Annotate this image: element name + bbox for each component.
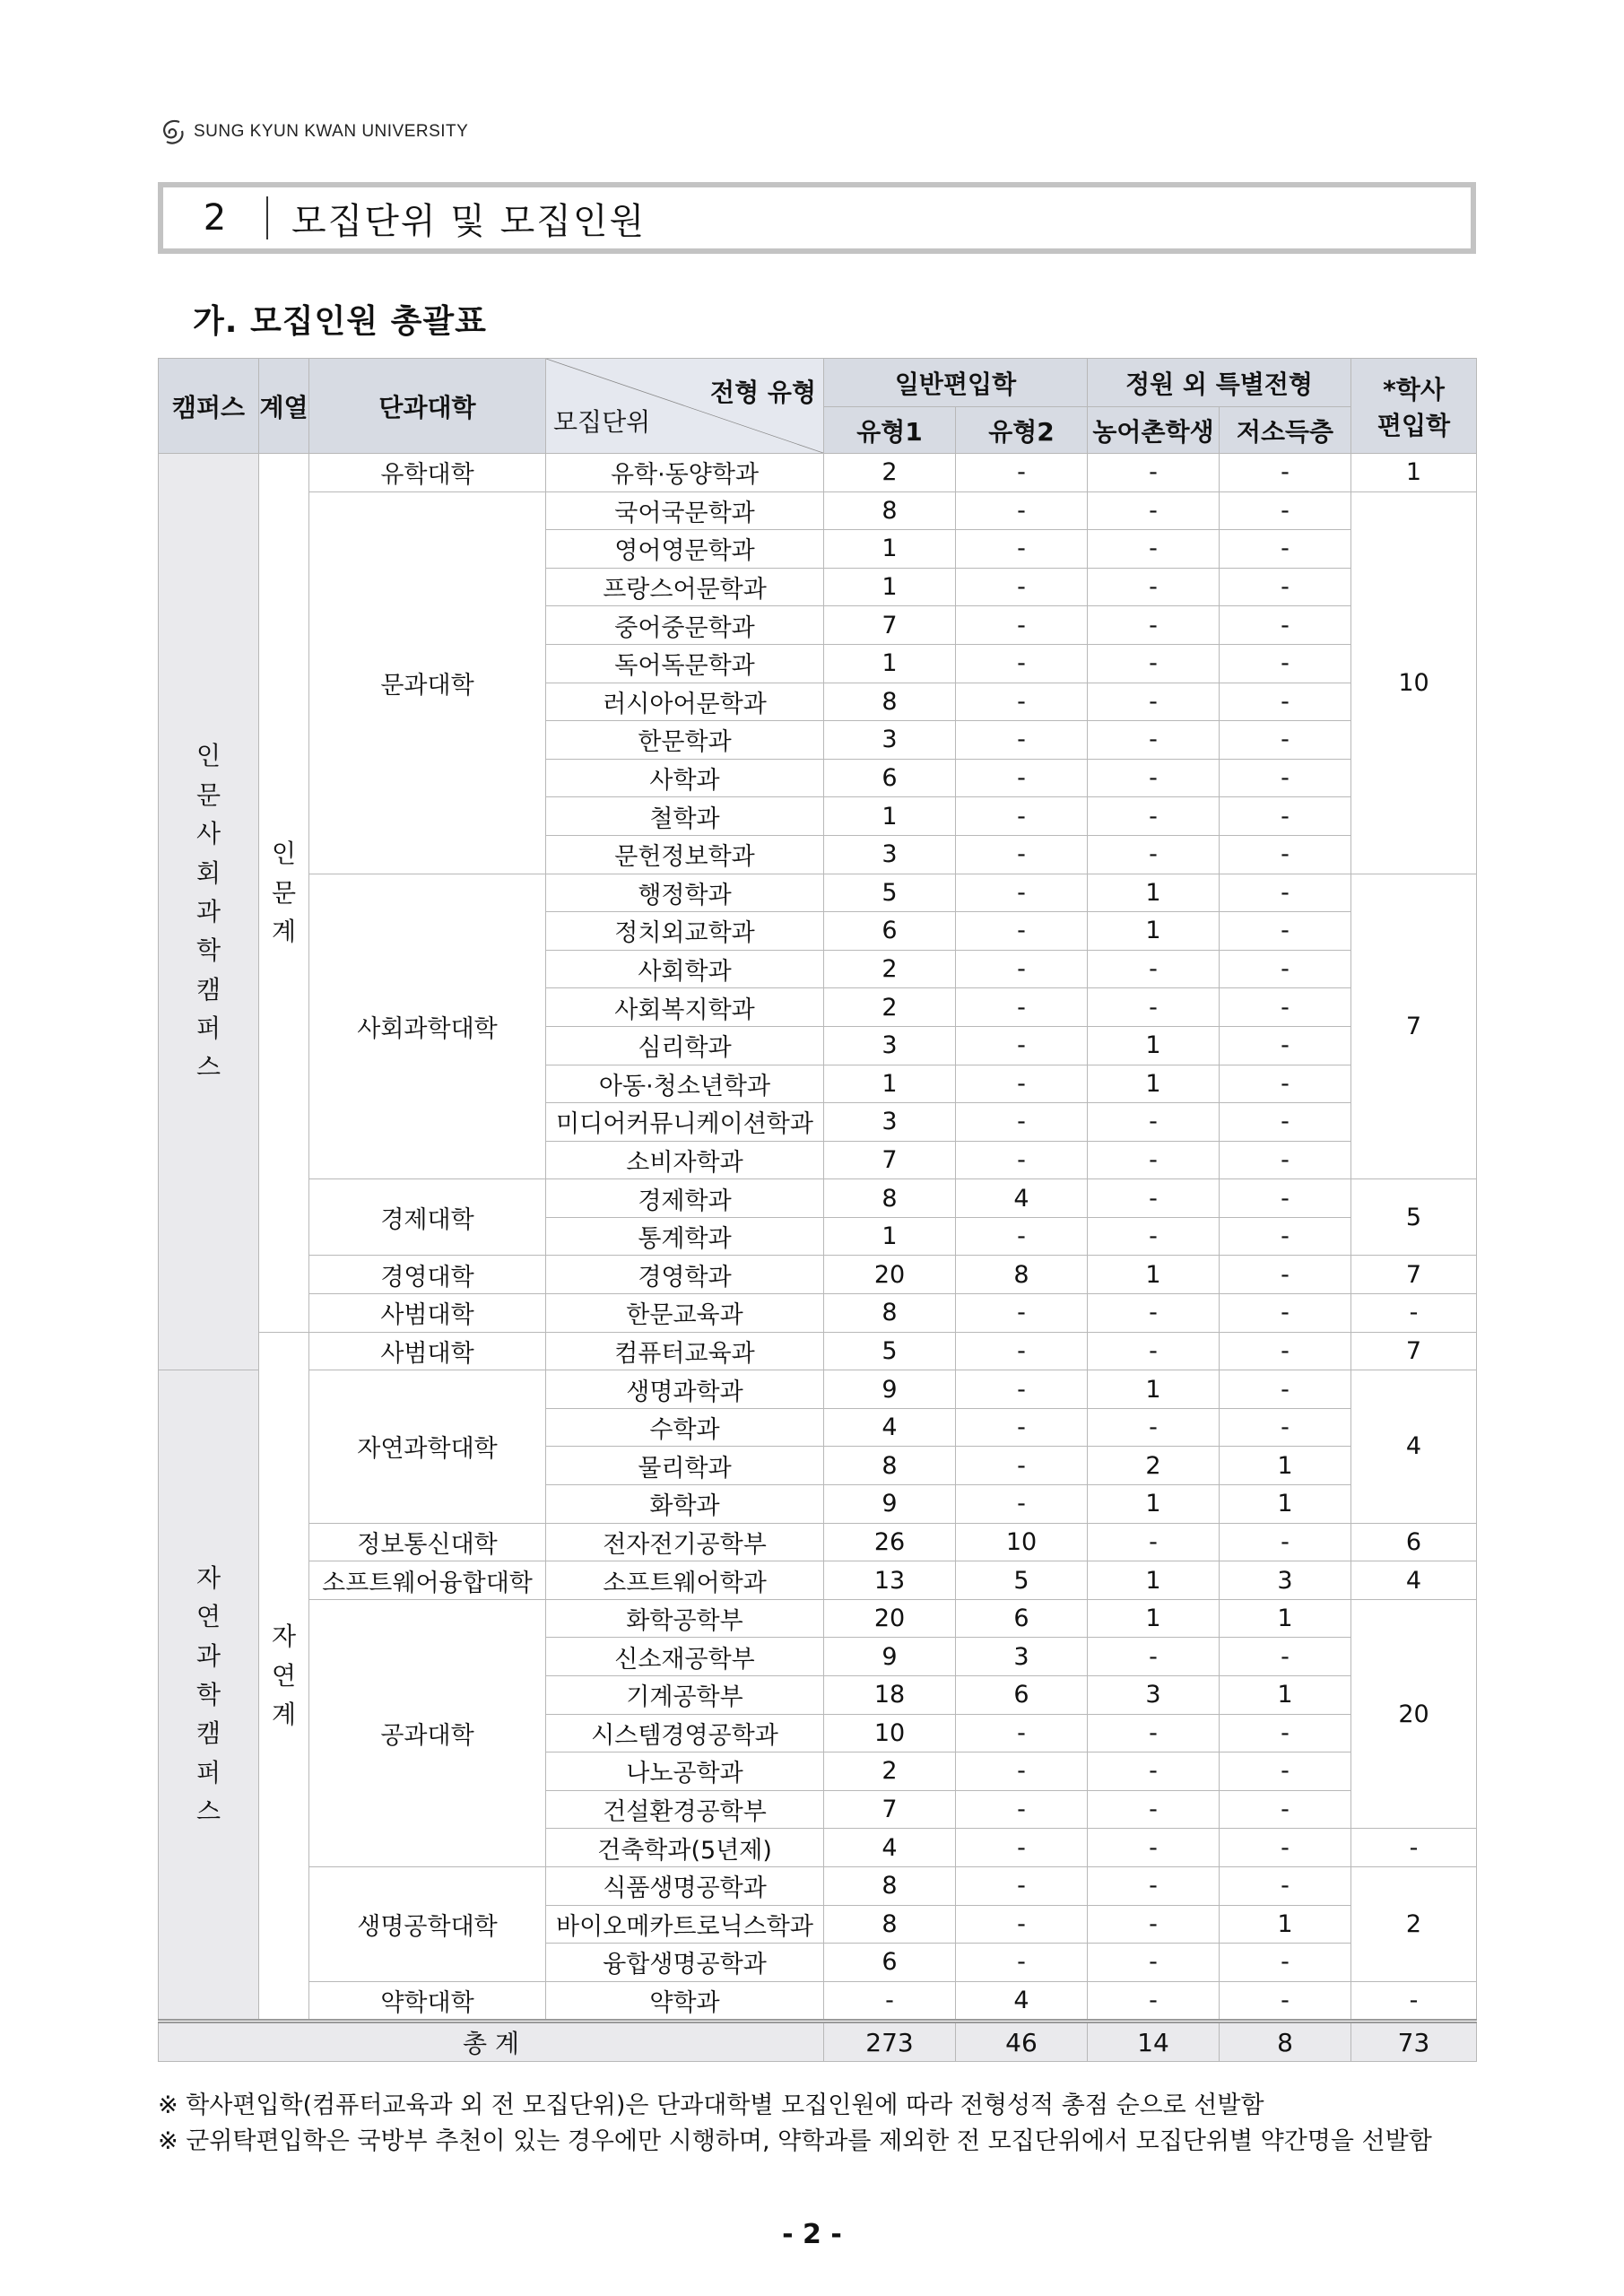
rural-cell: - xyxy=(1088,491,1220,530)
bachelor-cell: 7 xyxy=(1351,874,1477,1179)
lowincome-cell: - xyxy=(1220,1790,1351,1829)
type1-cell: 1 xyxy=(824,1065,956,1103)
header-college: 단과대학 xyxy=(309,359,546,454)
type2-cell: - xyxy=(956,1026,1088,1065)
type2-cell: 6 xyxy=(956,1676,1088,1715)
type1-cell: 8 xyxy=(824,1866,956,1905)
rural-cell: 1 xyxy=(1088,1256,1220,1294)
type1-cell: 8 xyxy=(824,1179,956,1218)
unit-cell: 심리학과 xyxy=(546,1026,824,1065)
table-row xyxy=(159,1370,1477,1409)
total-bachelor: 73 xyxy=(1351,2022,1477,2062)
header-type1: 유형1 xyxy=(824,407,956,454)
unit-cell: 국어국문학과 xyxy=(546,491,824,530)
rural-cell: 1 xyxy=(1088,1065,1220,1103)
college-cell: 생명공학대학 xyxy=(309,1866,546,1981)
lowincome-cell: - xyxy=(1220,1714,1351,1752)
type2-cell: - xyxy=(956,1752,1088,1791)
type2-cell: - xyxy=(956,1217,1088,1256)
type2-cell: - xyxy=(956,606,1088,645)
lowincome-cell: - xyxy=(1220,1332,1351,1370)
type1-cell: 6 xyxy=(824,1944,956,1982)
rural-cell: 1 xyxy=(1088,912,1220,951)
rural-cell: - xyxy=(1088,1179,1220,1218)
header-unit-type xyxy=(546,359,824,454)
section-heading xyxy=(158,182,1476,254)
type1-cell: 5 xyxy=(824,1332,956,1370)
type2-cell: 5 xyxy=(956,1561,1088,1600)
bachelor-cell: 2 xyxy=(1351,1866,1477,1981)
unit-cell: 러시아어문학과 xyxy=(546,683,824,721)
type1-cell: 1 xyxy=(824,644,956,683)
type2-cell: - xyxy=(956,759,1088,797)
unit-cell: 중어중문학과 xyxy=(546,606,824,645)
total-lowincome: 8 xyxy=(1220,2022,1351,2062)
type1-cell: 1 xyxy=(824,797,956,836)
unit-cell: 화학공학부 xyxy=(546,1599,824,1638)
college-cell: 자연과학대학 xyxy=(309,1370,546,1523)
footnote: ※ 학사편입학(컴퓨터교육과 외 전 모집단위)은 단과대학별 모집인원에 따라 전형성적 총점 순으로 선발함 xyxy=(158,2092,1264,2119)
rural-cell: 1 xyxy=(1088,874,1220,912)
type2-cell: - xyxy=(956,1370,1088,1409)
type2-cell: - xyxy=(956,912,1088,951)
unit-cell: 건축학과(5년제) xyxy=(546,1829,824,1867)
type2-cell: - xyxy=(956,491,1088,530)
unit-cell: 사회학과 xyxy=(546,950,824,988)
footnotes xyxy=(158,2088,1432,2160)
rural-cell: - xyxy=(1088,1981,1220,2022)
rural-cell: - xyxy=(1088,1790,1220,1829)
unit-cell: 소비자학과 xyxy=(546,1141,824,1179)
lowincome-cell: - xyxy=(1220,1408,1351,1447)
unit-cell: 컴퓨터교육과 xyxy=(546,1332,824,1370)
unit-cell: 한문교육과 xyxy=(546,1294,824,1333)
unit-cell: 나노공학과 xyxy=(546,1752,824,1791)
unit-cell: 아동·청소년학과 xyxy=(546,1065,824,1103)
type2-cell: - xyxy=(956,1065,1088,1103)
unit-cell: 한문학과 xyxy=(546,721,824,760)
rural-cell: - xyxy=(1088,530,1220,569)
header-type-label: 전형 유형 xyxy=(710,378,816,407)
lowincome-cell: - xyxy=(1220,874,1351,912)
lowincome-cell: - xyxy=(1220,1141,1351,1179)
total-type2: 46 xyxy=(956,2022,1088,2062)
lowincome-cell: - xyxy=(1220,530,1351,569)
rural-cell: - xyxy=(1088,835,1220,874)
total-label: 총 계 xyxy=(159,2022,824,2062)
type1-cell: - xyxy=(824,1981,956,2022)
lowincome-cell: - xyxy=(1220,1179,1351,1218)
type2-cell: - xyxy=(956,1332,1088,1370)
lowincome-cell: - xyxy=(1220,1103,1351,1142)
lowincome-cell: - xyxy=(1220,454,1351,492)
rural-cell: - xyxy=(1088,1217,1220,1256)
type1-cell: 3 xyxy=(824,1103,956,1142)
lowincome-cell: - xyxy=(1220,1866,1351,1905)
unit-cell: 물리학과 xyxy=(546,1447,824,1485)
lowincome-cell: - xyxy=(1220,721,1351,760)
type1-cell: 20 xyxy=(824,1599,956,1638)
rural-cell: - xyxy=(1088,1866,1220,1905)
type2-cell: 4 xyxy=(956,1179,1088,1218)
type2-cell: 10 xyxy=(956,1523,1088,1561)
rural-cell: - xyxy=(1088,1408,1220,1447)
page-number: - 2 - xyxy=(782,2219,842,2250)
rural-cell: 1 xyxy=(1088,1026,1220,1065)
type2-cell: - xyxy=(956,1408,1088,1447)
type1-cell: 7 xyxy=(824,1790,956,1829)
unit-cell: 영어영문학과 xyxy=(546,530,824,569)
rural-cell: 1 xyxy=(1088,1485,1220,1524)
series-cell: 자 연 계 xyxy=(259,1332,309,2022)
bachelor-cell: 6 xyxy=(1351,1523,1477,1561)
type2-cell: - xyxy=(956,1485,1088,1524)
rural-cell: - xyxy=(1088,606,1220,645)
skku-emblem-icon xyxy=(158,117,188,147)
table-row xyxy=(159,1599,1477,1638)
type2-cell: - xyxy=(956,721,1088,760)
header-type2: 유형2 xyxy=(956,407,1088,454)
lowincome-cell: - xyxy=(1220,912,1351,951)
type2-cell: 8 xyxy=(956,1256,1088,1294)
bachelor-cell: - xyxy=(1351,1294,1477,1333)
type1-cell: 4 xyxy=(824,1829,956,1867)
unit-cell: 사회복지학과 xyxy=(546,988,824,1027)
college-cell: 사범대학 xyxy=(309,1294,546,1333)
type2-cell: - xyxy=(956,1103,1088,1142)
college-cell: 사회과학대학 xyxy=(309,874,546,1179)
unit-cell: 화학과 xyxy=(546,1485,824,1524)
rural-cell: - xyxy=(1088,1332,1220,1370)
bachelor-cell: 4 xyxy=(1351,1370,1477,1523)
college-cell: 유학대학 xyxy=(309,454,546,492)
type2-cell: - xyxy=(956,568,1088,606)
type1-cell: 9 xyxy=(824,1485,956,1524)
unit-cell: 약학과 xyxy=(546,1981,824,2022)
rural-cell: - xyxy=(1088,1523,1220,1561)
total-type1: 273 xyxy=(824,2022,956,2062)
lowincome-cell: - xyxy=(1220,606,1351,645)
unit-cell: 경제학과 xyxy=(546,1179,824,1218)
unit-cell: 통계학과 xyxy=(546,1217,824,1256)
table-row xyxy=(159,491,1477,530)
lowincome-cell: - xyxy=(1220,491,1351,530)
lowincome-cell: - xyxy=(1220,1065,1351,1103)
rural-cell: - xyxy=(1088,683,1220,721)
bachelor-cell: - xyxy=(1351,1981,1477,2022)
table-row xyxy=(159,1523,1477,1561)
section-divider xyxy=(266,196,268,239)
type1-cell: 6 xyxy=(824,912,956,951)
lowincome-cell: - xyxy=(1220,568,1351,606)
table-row xyxy=(159,1866,1477,1905)
table-row xyxy=(159,874,1477,912)
college-cell: 문과대학 xyxy=(309,491,546,874)
rural-cell: - xyxy=(1088,1294,1220,1333)
table-row xyxy=(159,1179,1477,1218)
lowincome-cell: - xyxy=(1220,1523,1351,1561)
section-number: 2 xyxy=(203,197,227,239)
unit-cell: 신소재공학부 xyxy=(546,1638,824,1676)
logo-text: SUNG KYUN KWAN UNIVERSITY xyxy=(194,122,469,141)
unit-cell: 시스템경영공학과 xyxy=(546,1714,824,1752)
type1-cell: 2 xyxy=(824,988,956,1027)
rural-cell: - xyxy=(1088,1103,1220,1142)
type1-cell: 3 xyxy=(824,721,956,760)
total-row xyxy=(159,2022,1477,2062)
type1-cell: 3 xyxy=(824,1026,956,1065)
lowincome-cell: - xyxy=(1220,1026,1351,1065)
rural-cell: - xyxy=(1088,644,1220,683)
type2-cell: - xyxy=(956,1905,1088,1944)
type2-cell: - xyxy=(956,1944,1088,1982)
bachelor-cell: 10 xyxy=(1351,491,1477,874)
unit-cell: 수학과 xyxy=(546,1408,824,1447)
unit-cell: 독어독문학과 xyxy=(546,644,824,683)
header-unit-label: 모집단위 xyxy=(553,407,651,437)
unit-cell: 프랑스어문학과 xyxy=(546,568,824,606)
type2-cell: - xyxy=(956,530,1088,569)
lowincome-cell: - xyxy=(1220,950,1351,988)
table-row xyxy=(159,1294,1477,1333)
unit-cell: 바이오메카트로닉스학과 xyxy=(546,1905,824,1944)
series-cell: 인 문 계 xyxy=(259,454,309,1333)
table-row xyxy=(159,1981,1477,2022)
campus-cell: 인 문 사 회 과 학 캠 퍼 스 xyxy=(159,454,259,1370)
unit-cell: 미디어커뮤니케이션학과 xyxy=(546,1103,824,1142)
type1-cell: 18 xyxy=(824,1676,956,1715)
unit-cell: 경영학과 xyxy=(546,1256,824,1294)
lowincome-cell: - xyxy=(1220,1256,1351,1294)
college-cell: 약학대학 xyxy=(309,1981,546,2022)
bachelor-cell: 7 xyxy=(1351,1332,1477,1370)
type2-cell: - xyxy=(956,644,1088,683)
type2-cell: - xyxy=(956,1866,1088,1905)
rural-cell: - xyxy=(1088,568,1220,606)
header-campus: 캠퍼스 xyxy=(159,359,259,454)
table-row xyxy=(159,1332,1477,1370)
unit-cell: 융합생명공학과 xyxy=(546,1944,824,1982)
lowincome-cell: - xyxy=(1220,1829,1351,1867)
unit-cell: 행정학과 xyxy=(546,874,824,912)
type1-cell: 20 xyxy=(824,1256,956,1294)
type1-cell: 3 xyxy=(824,835,956,874)
type1-cell: 7 xyxy=(824,1141,956,1179)
lowincome-cell: - xyxy=(1220,1752,1351,1791)
type2-cell: - xyxy=(956,454,1088,492)
type2-cell: - xyxy=(956,797,1088,836)
table-row xyxy=(159,1561,1477,1600)
type2-cell: - xyxy=(956,835,1088,874)
header-general: 일반편입학 xyxy=(824,359,1088,407)
lowincome-cell: - xyxy=(1220,1294,1351,1333)
rural-cell: - xyxy=(1088,1638,1220,1676)
rural-cell: - xyxy=(1088,950,1220,988)
bachelor-cell: 1 xyxy=(1351,454,1477,492)
type2-cell: 3 xyxy=(956,1638,1088,1676)
rural-cell: 2 xyxy=(1088,1447,1220,1485)
unit-cell: 문헌정보학과 xyxy=(546,835,824,874)
type1-cell: 4 xyxy=(824,1408,956,1447)
campus-cell: 자 연 과 학 캠 퍼 스 xyxy=(159,1370,259,2022)
lowincome-cell: - xyxy=(1220,1217,1351,1256)
unit-cell: 식품생명공학과 xyxy=(546,1866,824,1905)
type2-cell: - xyxy=(956,1714,1088,1752)
type2-cell: - xyxy=(956,1294,1088,1333)
type1-cell: 13 xyxy=(824,1561,956,1600)
college-cell: 경제대학 xyxy=(309,1179,546,1256)
rural-cell: - xyxy=(1088,797,1220,836)
lowincome-cell: - xyxy=(1220,644,1351,683)
table-row xyxy=(159,454,1477,492)
type1-cell: 1 xyxy=(824,1217,956,1256)
type2-cell: - xyxy=(956,1141,1088,1179)
table-row xyxy=(159,1256,1477,1294)
subsection-title: 가. 모집인원 총괄표 xyxy=(193,303,487,340)
lowincome-cell: - xyxy=(1220,683,1351,721)
unit-cell: 생명과학과 xyxy=(546,1370,824,1409)
rural-cell: 1 xyxy=(1088,1599,1220,1638)
unit-cell: 소프트웨어학과 xyxy=(546,1561,824,1600)
type1-cell: 10 xyxy=(824,1714,956,1752)
rural-cell: - xyxy=(1088,1944,1220,1982)
type2-cell: 4 xyxy=(956,1981,1088,2022)
type1-cell: 8 xyxy=(824,1905,956,1944)
lowincome-cell: - xyxy=(1220,759,1351,797)
type2-cell: - xyxy=(956,1829,1088,1867)
type1-cell: 8 xyxy=(824,491,956,530)
lowincome-cell: - xyxy=(1220,988,1351,1027)
type1-cell: 5 xyxy=(824,874,956,912)
total-rural: 14 xyxy=(1088,2022,1220,2062)
type2-cell: - xyxy=(956,1447,1088,1485)
unit-cell: 기계공학부 xyxy=(546,1676,824,1715)
bachelor-cell: 20 xyxy=(1351,1599,1477,1829)
type1-cell: 8 xyxy=(824,1447,956,1485)
unit-cell: 철학과 xyxy=(546,797,824,836)
lowincome-cell: - xyxy=(1220,1370,1351,1409)
university-logo xyxy=(158,117,468,147)
college-cell: 공과대학 xyxy=(309,1599,546,1866)
unit-cell: 사학과 xyxy=(546,759,824,797)
type1-cell: 2 xyxy=(824,1752,956,1791)
type1-cell: 26 xyxy=(824,1523,956,1561)
college-cell: 사범대학 xyxy=(309,1332,546,1370)
unit-cell: 전자전기공학부 xyxy=(546,1523,824,1561)
rural-cell: - xyxy=(1088,759,1220,797)
bachelor-cell: - xyxy=(1351,1829,1477,1867)
rural-cell: - xyxy=(1088,721,1220,760)
header-series: 계열 xyxy=(259,359,309,454)
lowincome-cell: 1 xyxy=(1220,1905,1351,1944)
type1-cell: 7 xyxy=(824,606,956,645)
header-lowincome: 저소득층 xyxy=(1220,407,1351,454)
rural-cell: 1 xyxy=(1088,1370,1220,1409)
type1-cell: 1 xyxy=(824,530,956,569)
lowincome-cell: - xyxy=(1220,1638,1351,1676)
header-special: 정원 외 특별전형 xyxy=(1088,359,1351,407)
rural-cell: - xyxy=(1088,1141,1220,1179)
lowincome-cell: - xyxy=(1220,1981,1351,2022)
type1-cell: 8 xyxy=(824,683,956,721)
college-cell: 정보통신대학 xyxy=(309,1523,546,1561)
footnote: ※ 군위탁편입학은 국방부 추천이 있는 경우에만 시행하며, 약학과를 제외한 전 모집단위에서 모집단위별 약간명을 선발함 xyxy=(158,2127,1432,2155)
lowincome-cell: 3 xyxy=(1220,1561,1351,1600)
rural-cell: - xyxy=(1088,454,1220,492)
college-cell: 경영대학 xyxy=(309,1256,546,1294)
type1-cell: 1 xyxy=(824,568,956,606)
rural-cell: 1 xyxy=(1088,1561,1220,1600)
type2-cell: - xyxy=(956,683,1088,721)
lowincome-cell: 1 xyxy=(1220,1599,1351,1638)
header-rural: 농어촌학생 xyxy=(1088,407,1220,454)
rural-cell: - xyxy=(1088,1829,1220,1867)
type1-cell: 2 xyxy=(824,454,956,492)
lowincome-cell: - xyxy=(1220,797,1351,836)
type1-cell: 9 xyxy=(824,1638,956,1676)
lowincome-cell: 1 xyxy=(1220,1676,1351,1715)
rural-cell: - xyxy=(1088,1714,1220,1752)
type2-cell: - xyxy=(956,1790,1088,1829)
type1-cell: 2 xyxy=(824,950,956,988)
rural-cell: - xyxy=(1088,1905,1220,1944)
type2-cell: - xyxy=(956,874,1088,912)
type1-cell: 9 xyxy=(824,1370,956,1409)
lowincome-cell: - xyxy=(1220,835,1351,874)
lowincome-cell: 1 xyxy=(1220,1447,1351,1485)
rural-cell: 3 xyxy=(1088,1676,1220,1715)
quota-table xyxy=(158,358,1477,2062)
college-cell: 소프트웨어융합대학 xyxy=(309,1561,546,1600)
bachelor-cell: 7 xyxy=(1351,1256,1477,1294)
bachelor-cell: 4 xyxy=(1351,1561,1477,1600)
type2-cell: - xyxy=(956,950,1088,988)
lowincome-cell: - xyxy=(1220,1944,1351,1982)
header-bachelor: *학사 편입학 xyxy=(1351,359,1477,454)
rural-cell: - xyxy=(1088,1752,1220,1791)
bachelor-cell: 5 xyxy=(1351,1179,1477,1256)
type1-cell: 6 xyxy=(824,759,956,797)
unit-cell: 유학·동양학과 xyxy=(546,454,824,492)
rural-cell: - xyxy=(1088,988,1220,1027)
unit-cell: 건설환경공학부 xyxy=(546,1790,824,1829)
type2-cell: - xyxy=(956,988,1088,1027)
type2-cell: 6 xyxy=(956,1599,1088,1638)
section-title: 모집단위 및 모집인원 xyxy=(291,200,647,242)
type1-cell: 8 xyxy=(824,1294,956,1333)
unit-cell: 정치외교학과 xyxy=(546,912,824,951)
lowincome-cell: 1 xyxy=(1220,1485,1351,1524)
